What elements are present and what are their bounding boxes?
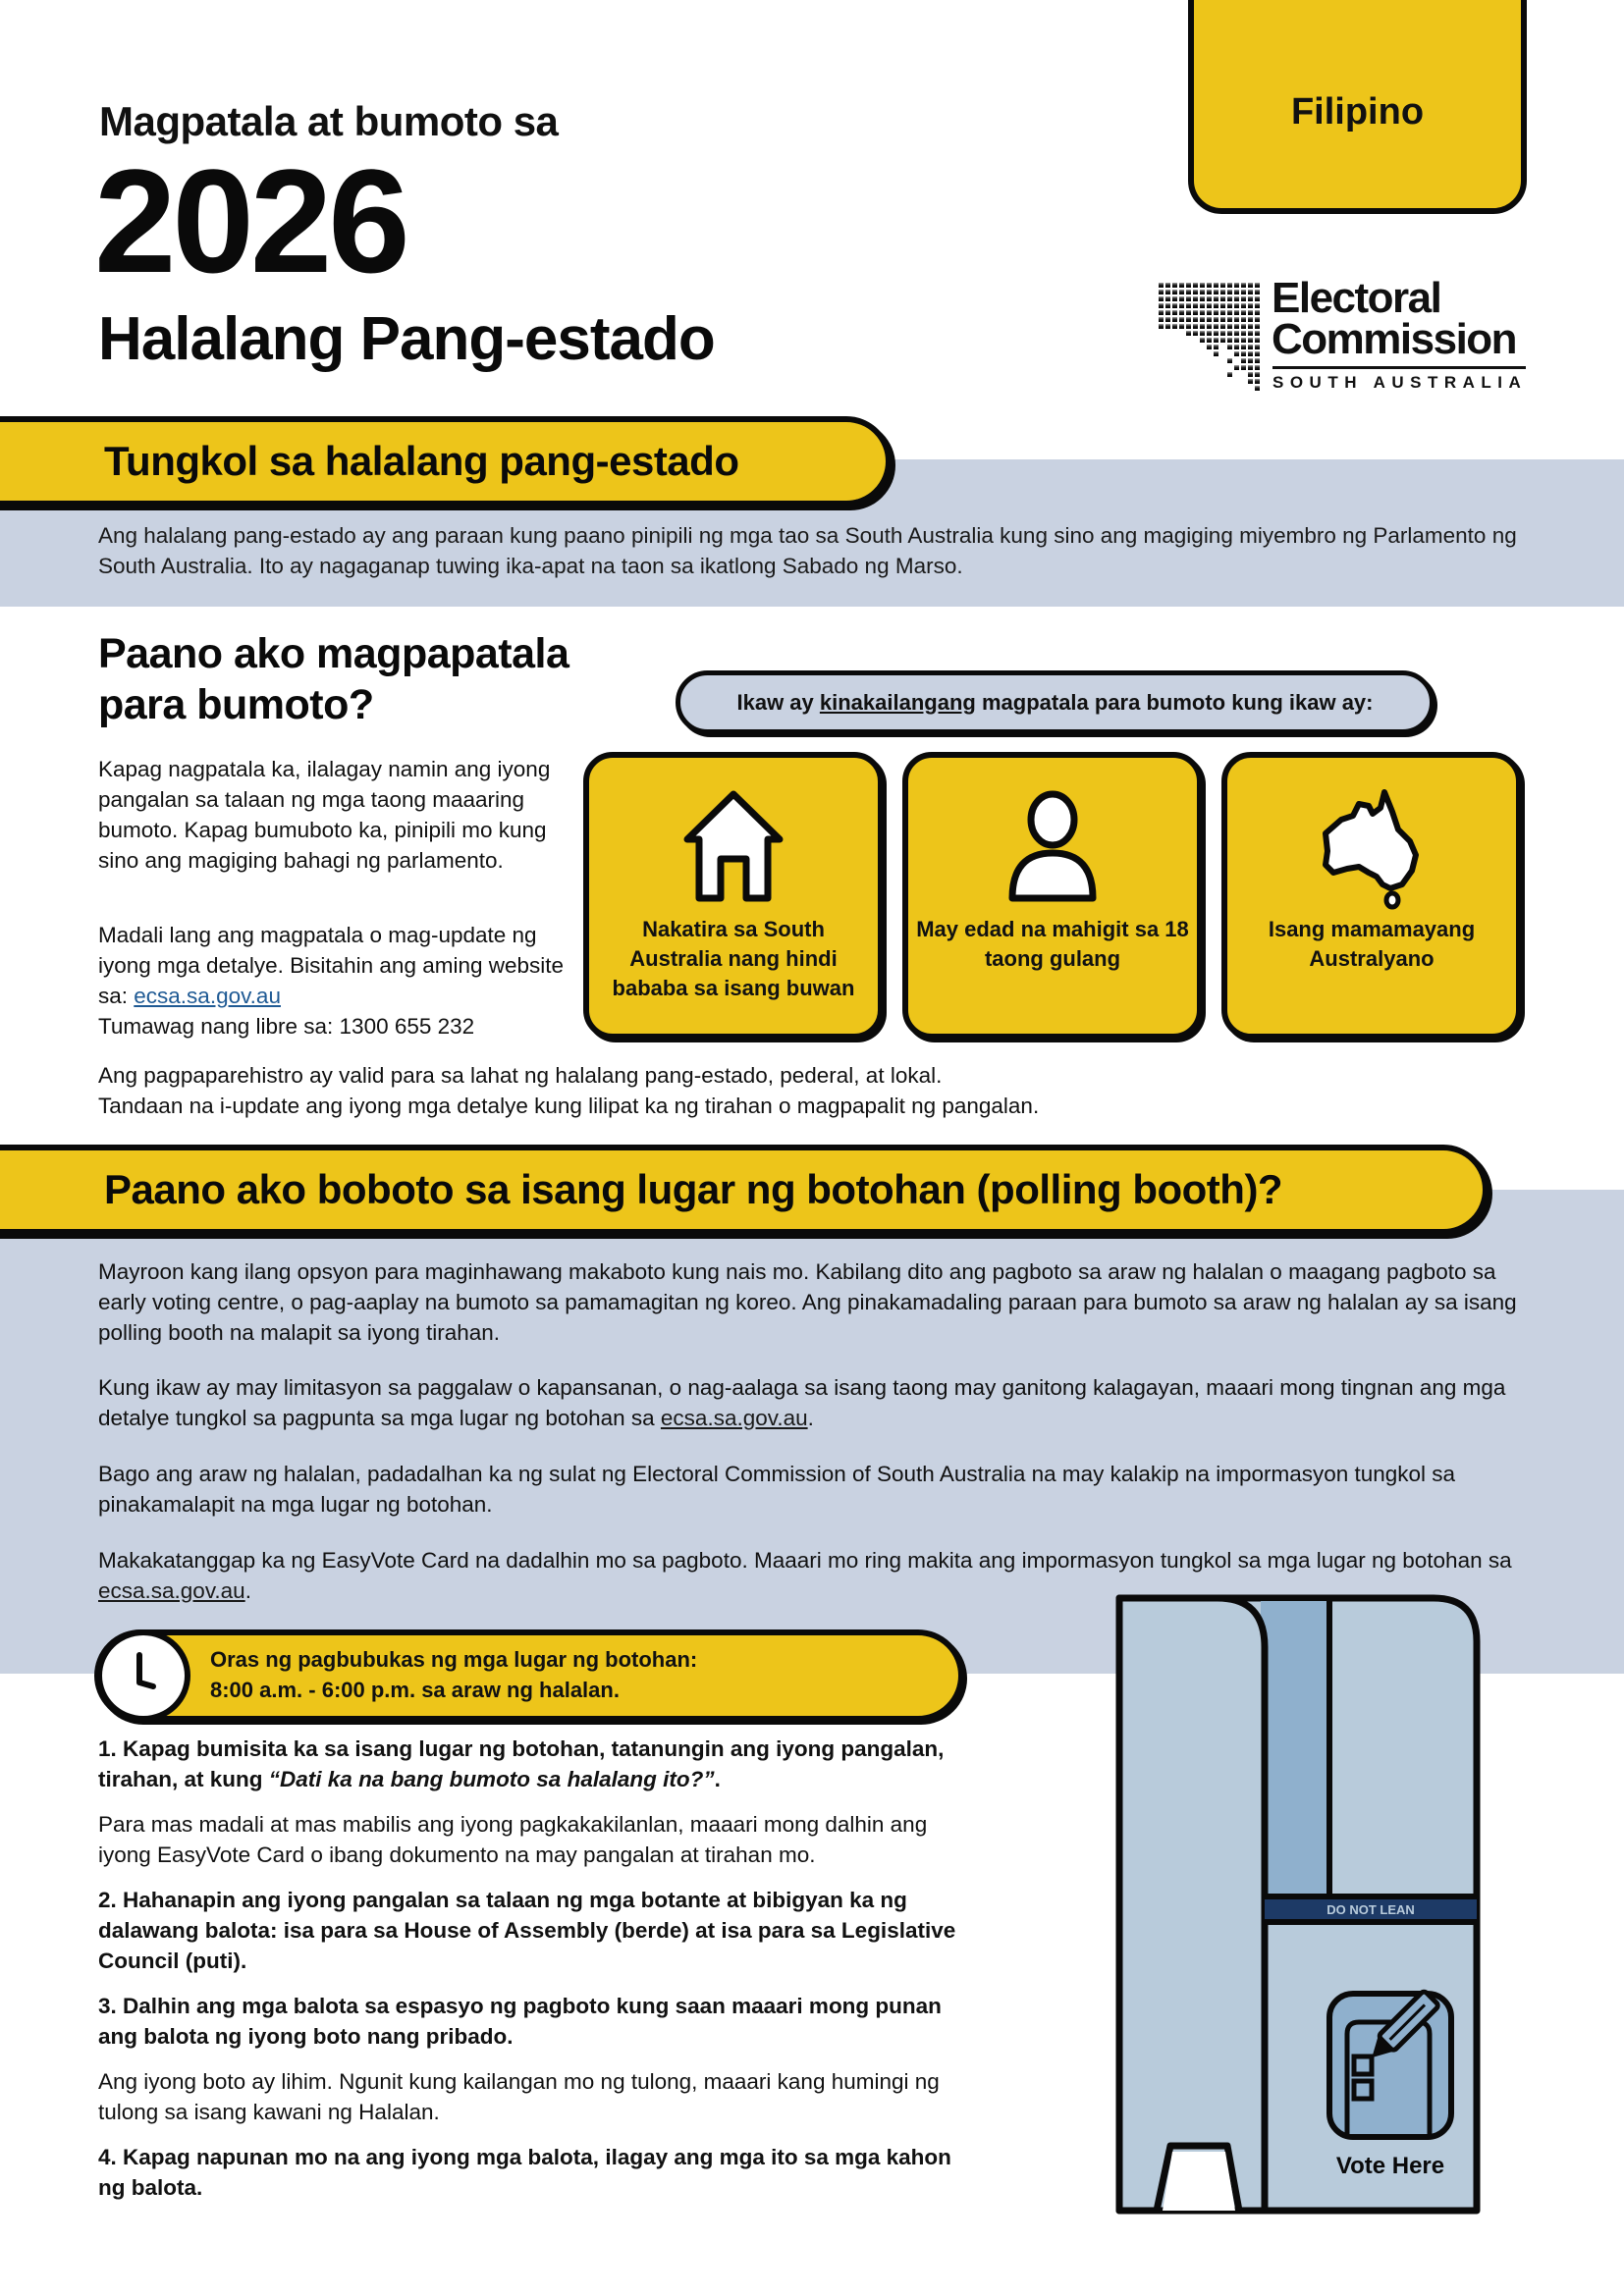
step-3: 3. Dalhin ang mga balota sa espasyo ng pagboto kung saan maaari mong punan ang balota ng iyong boto nang pribado.: [98, 1994, 942, 2049]
card-text: Isang mamamayang Australyano: [1268, 917, 1476, 971]
step-1: 1. Kapag bumisita ka sa isang lugar ng botohan, tatanungin ang iyong pangalan, tirahan, at kung “Dati ka na bang bumoto sa halalang ito?”.: [98, 1736, 945, 1791]
clock-icon: [96, 1629, 190, 1722]
person-icon: [989, 782, 1116, 910]
register-paragraph-1: Kapag nagpatala ka, ilalagay namin ang iyong pangalan sa talaan ng mga taong maaaring bumoto. Kapag bumuboto ka, pinipili mo kung sino ang magiging bahagi ng parlamento.: [98, 757, 551, 873]
requirement-card-residence: [583, 752, 884, 1040]
language-label: Filipino: [1290, 90, 1425, 133]
booth-paragraph-2: Kung ikaw ay may limitasyon sa paggalaw o kapansanan, o nag-aalaga sa isang taong may ganitong kalagayan, maaari mong tingnan ang mga detalye tungkol sa pagpunta sa mga lugar ng botohan sa ecsa.sa.gov.au.: [98, 1375, 1506, 1430]
about-heading: Tungkol sa halalang pang-estado: [104, 438, 739, 484]
logo-line2: Commission: [1272, 315, 1517, 363]
requirement-card-citizen: [1221, 752, 1522, 1040]
register-heading: Paano ako magpapatala para bumoto?: [98, 630, 569, 728]
ecsa-website-link[interactable]: ecsa.sa.gov.au: [660, 1406, 808, 1430]
booth-heading: Paano ako boboto sa isang lugar ng botohan (polling booth)?: [104, 1166, 1283, 1212]
election-year: 2026: [94, 138, 406, 303]
booth-heading-pill: [0, 1145, 1489, 1235]
language-tab: [1188, 0, 1527, 214]
logo-line1: Electoral: [1272, 274, 1441, 322]
booth-paragraph-1: Mayroon kang ilang opsyon para maginhawang makaboto kung nais mo. Kabilang dito ang pagboto sa araw ng halalan o maagang pagboto sa early voting centre, o pag-aaplay na bumoto sa pamamagitan ng koreo. Ang pinakamadaling paraan para bumoto sa araw ng halalan ay sa isang polling booth na malapit sa iyong tirahan.: [98, 1259, 1517, 1345]
page-title: Halalang Pang-estado: [98, 305, 715, 373]
voting-booth-illustration: [1111, 1592, 1485, 2240]
step-2: 2. Hahanapin ang iyong pangalan sa talaan ng mga botante at bibigyan ka ng dalawang balota: isa para sa House of Assembly (berde) at isa para sa Legislative Council (puti).: [98, 1888, 956, 1973]
vote-here-label: Vote Here: [1335, 2153, 1445, 2179]
register-phone: Tumawag nang libre sa: 1300 655 232: [98, 1014, 475, 1039]
step-4: 4. Kapag napunan mo na ang iyong mga balota, ilagay ang mga ito sa mga kahon ng balota.: [98, 2145, 951, 2200]
logo-divider: [1272, 366, 1526, 369]
requirement-emphasis: kinakailangang: [819, 689, 976, 715]
ecsa-website-link[interactable]: ecsa.sa.gov.au: [134, 984, 281, 1008]
house-icon: [670, 782, 797, 910]
opening-hours-banner: [94, 1629, 964, 1722]
requirement-banner: [676, 670, 1435, 734]
register-p2-text: Madali lang ang magpatala o mag-update ng iyong mga detalye. Bisitahin ang aming website sa:: [98, 923, 565, 1008]
sa-map-grid-icon: [1159, 283, 1261, 393]
register-paragraph-2: [98, 920, 569, 1041]
logo-line3: SOUTH AUSTRALIA: [1272, 373, 1528, 392]
ecsa-website-link[interactable]: ecsa.sa.gov.au: [98, 1578, 245, 1603]
ballot-pencil-icon: [1329, 1991, 1451, 2137]
about-body: Ang halalang pang-estado ay ang paraan kung paano pinipili ng mga tao sa South Australia kung sino ang magiging miyembro ng Parlamento ng South Australia. Ito ay nagaganap tuwing ika-apat na taon sa ikatlong Sabado ng Marso.: [98, 523, 1517, 578]
requirement-text: Ikaw ay kinakailangang magpatala para bumoto kung ikaw ay:: [736, 689, 1374, 715]
card-text: May edad na mahigit sa 18 taong gulang: [916, 917, 1189, 971]
booth-paragraph-3: Bago ang araw ng halalan, padadalhan ka ng sulat ng Electoral Commission of South Australia na may kalakip na impormasyon tungkol sa pinakamalapit na mga lugar ng botohan.: [98, 1462, 1456, 1517]
australia-map-icon: [1308, 782, 1435, 910]
do-not-lean-sign: DO NOT LEAN: [1326, 1902, 1415, 1917]
booth-paragraph-4: Makakatanggap ka ng EasyVote Card na dadalhin mo sa pagboto. Maaari mo ring makita ang impormasyon tungkol sa mga lugar ng botohan sa ecsa.sa.gov.au.: [98, 1548, 1512, 1603]
ecsa-logo: [1159, 274, 1532, 399]
opening-hours-text: Oras ng pagbubukas ng mga lugar ng botohan: 8:00 a.m. - 6:00 p.m. sa araw ng halalan.: [210, 1647, 698, 1702]
step-1-note: Para mas madali at mas mabilis ang iyong pagkakakilanlan, maaari mong dalhin ang iyong EasyVote Card o ibang dokumento na may pangalan at tirahan mo.: [98, 1812, 928, 1867]
pre-title: Magpatala at bumoto sa: [99, 98, 559, 144]
requirement-card-age: [902, 752, 1203, 1040]
card-text: Nakatira sa South Australia nang hindi bababa sa isang buwan: [612, 917, 855, 1000]
about-heading-pill: [0, 416, 892, 507]
step-3-note: Ang iyong boto ay lihim. Ngunit kung kailangan mo ng tulong, maaari kang humingi ng tulong sa isang kawani ng Halalan.: [98, 2069, 940, 2124]
registration-note: Ang pagpaparehistro ay valid para sa lahat ng halalang pang-estado, pederal, at lokal. Tandaan na i-update ang iyong mga detalye kung lilipat ka ng tirahan o magpapalit ng pangalan.: [98, 1063, 1040, 1118]
